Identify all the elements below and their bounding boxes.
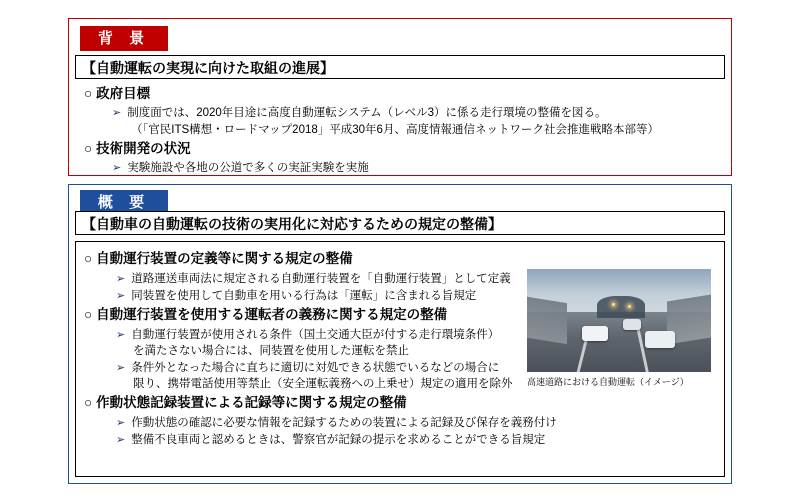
photo-light [612, 303, 615, 306]
photo-car [582, 326, 608, 341]
photo-wall-left [527, 297, 567, 345]
background-item-0-sub-1 [131, 122, 659, 139]
overview-item-1-sub-0 [116, 327, 499, 344]
photo-caption: 高速道路における自動運転（イメージ） [527, 377, 689, 387]
overview-item-0-sub-1 [116, 288, 476, 305]
overview-item-0-title: 自動運行装置の定義等に関する規定の整備 [96, 251, 353, 266]
background-item-0-title: 政府目標 [96, 86, 151, 101]
background-item-1-sub-0-text: 実験施設や各地の公道で多くの実証実験を実施 [127, 162, 369, 174]
overview-item-1-sub-0-text: 自動運行装置が使用される条件（国土交通大臣が付する走行環境条件） [131, 329, 500, 341]
background-item-1-title: 技術開発の状況 [96, 141, 191, 156]
overview-item-2-sub-1 [116, 432, 545, 449]
background-item-1 [84, 140, 191, 158]
overview-item-1-sub-3-text: 限り、携帯電話使用等禁止（安全運転義務への上乗せ）規定の適用を除外 [133, 378, 513, 390]
highway-autonomous-driving-photo [527, 269, 711, 372]
overview-item-0-sub-0 [116, 271, 511, 288]
circle-bullet-icon: ○ [84, 307, 93, 322]
arrow-bullet-icon: ➢ [116, 273, 126, 285]
overview-item-1 [84, 306, 447, 324]
photo-car [623, 319, 641, 330]
section-overview-tab: 概 要 [80, 190, 168, 215]
overview-item-1-sub-2-text: 条件外となった場合に直ちに適切に対処できる状態でいるなどの場合に [131, 362, 500, 374]
overview-item-1-sub-3 [133, 376, 513, 393]
section-background-tab: 背 景 [80, 26, 168, 51]
overview-item-1-sub-1-text: を満たさない場合には、同装置を使用した運転を禁止 [133, 345, 409, 357]
arrow-bullet-icon: ➢ [116, 290, 126, 302]
background-headline: 【自動運転の実現に向けた取組の進展】 [75, 55, 725, 79]
overview-item-0 [84, 250, 353, 268]
overview-headline: 【自動車の自動運転の技術の実用化に対応するための規定の整備】 [75, 211, 725, 235]
background-item-0-sub-0-text: 制度面では、2020年目途に高度自動運転システム（レベル3）に係る走行環境の整備を図る。 [127, 107, 607, 119]
overview-item-1-sub-1 [133, 343, 409, 360]
background-item-1-sub-0 [112, 160, 369, 177]
circle-bullet-icon: ○ [84, 251, 93, 266]
overview-item-2-title: 作動状態記録装置による記録等に関する規定の整備 [96, 395, 407, 410]
arrow-bullet-icon: ➢ [116, 362, 126, 374]
overview-item-0-sub-1-text: 同装置を使用して自動車を用いる行為は「運転」に含まれる旨規定 [131, 290, 477, 302]
background-item-0 [84, 85, 150, 103]
photo-image [527, 269, 711, 372]
overview-item-2-sub-1-text: 整備不良車両と認めるときは、警察官が記録の提示を求めることができる旨規定 [131, 434, 546, 446]
photo-car [645, 331, 675, 348]
arrow-bullet-icon: ➢ [116, 417, 126, 429]
circle-bullet-icon: ○ [84, 395, 93, 410]
background-item-0-sub-1-text: （「官民ITS構想・ロードマップ2018」平成30年6月、高度情報通信ネットワーク社会推進戦略本部等） [131, 124, 659, 136]
arrow-bullet-icon: ➢ [112, 107, 122, 119]
overview-item-1-sub-2 [116, 360, 499, 377]
overview-item-0-sub-0-text: 道路運送車両法に規定される自動運行装置を「自動運行装置」として定義 [131, 273, 511, 285]
photo-tunnel [597, 296, 645, 319]
circle-bullet-icon: ○ [84, 86, 93, 101]
overview-item-2 [84, 394, 407, 412]
arrow-bullet-icon: ➢ [116, 329, 126, 341]
arrow-bullet-icon: ➢ [116, 434, 126, 446]
circle-bullet-icon: ○ [84, 141, 93, 156]
overview-item-2-sub-0-text: 作動状態の確認に必要な情報を記録するための装置による記録及び保存を義務付け [131, 417, 557, 429]
arrow-bullet-icon: ➢ [112, 162, 122, 174]
overview-item-1-title: 自動運行装置を使用する運転者の義務に関する規定の整備 [96, 307, 448, 322]
overview-item-2-sub-0 [116, 415, 557, 432]
background-item-0-sub-0 [112, 105, 607, 122]
